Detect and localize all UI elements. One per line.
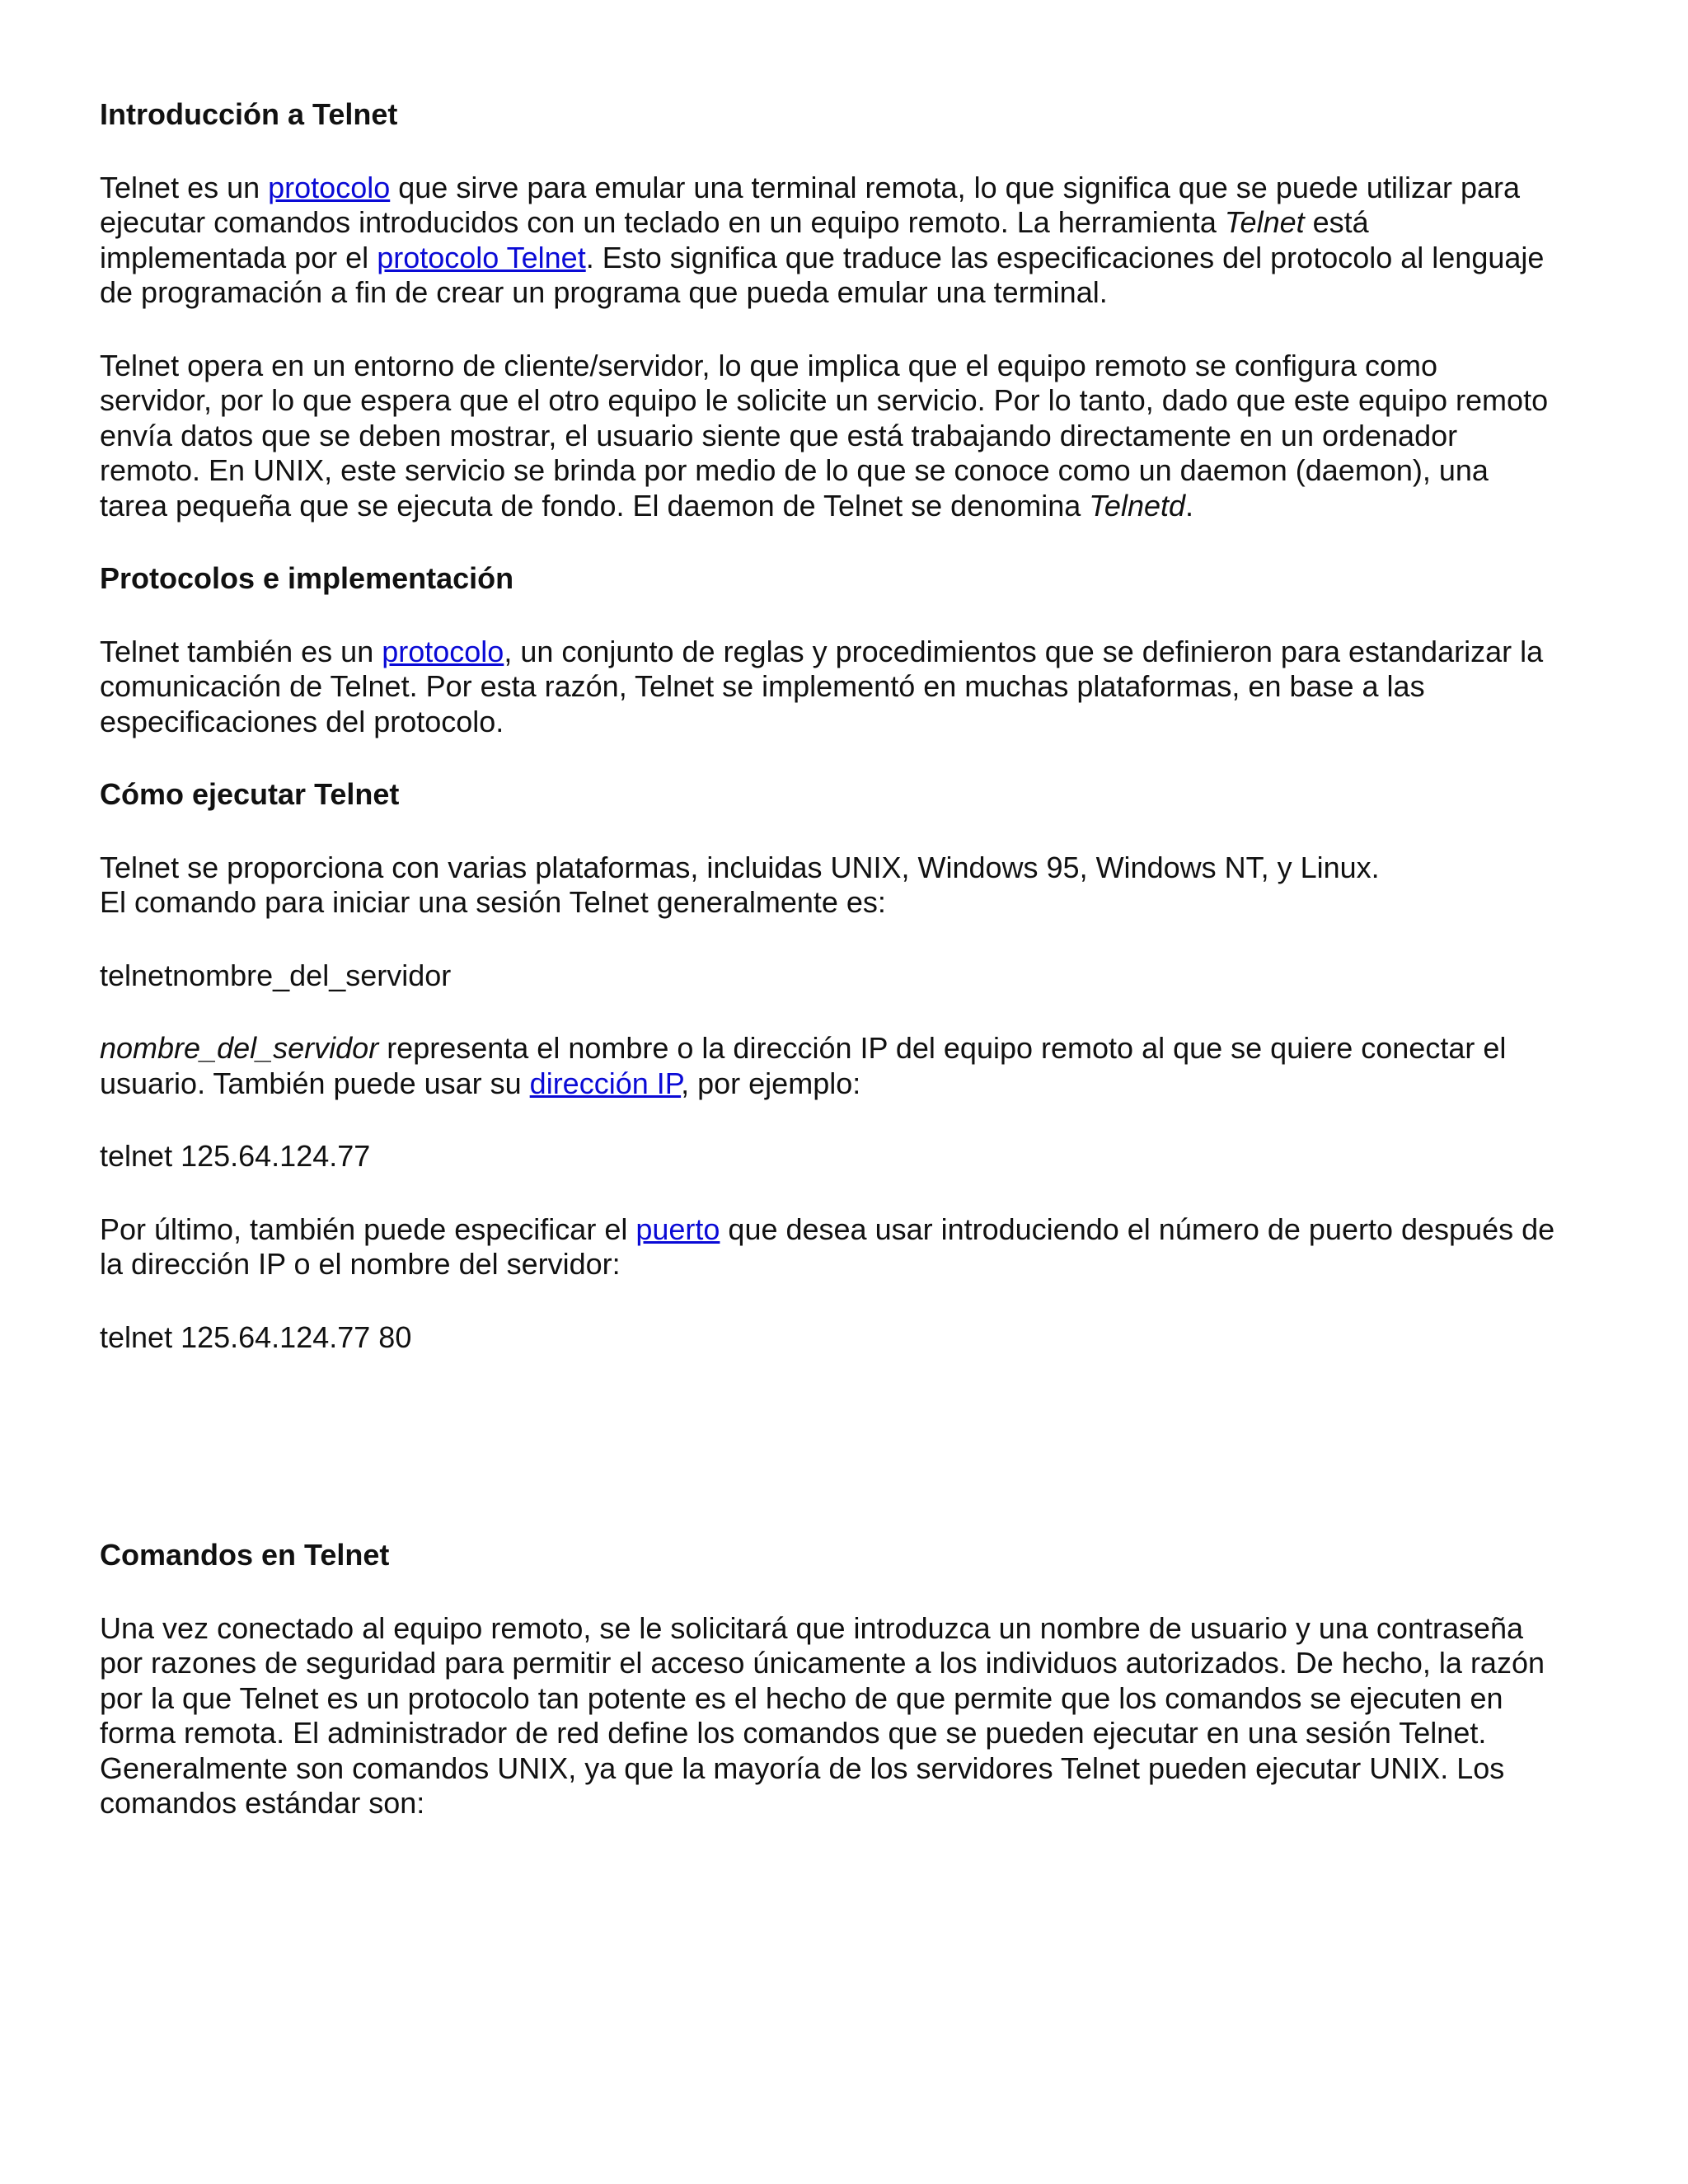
paragraph-intro-2	[100, 349, 1600, 524]
text-line: usuario. También puede usar su dirección IP, por ejemplo:	[100, 1066, 861, 1100]
text-line: Telnet se proporciona con varias plataformas, incluidas UNIX, Windows 95, Windows NT, y Linux.	[100, 850, 1380, 884]
command-example-3: telnet 125.64.124.77 80	[100, 1319, 412, 1354]
command-example-2: telnet 125.64.124.77	[100, 1139, 371, 1173]
paragraph-run-3	[100, 1212, 1600, 1282]
emphasis-server-name: nombre_del_servidor	[100, 1031, 379, 1065]
document-content	[100, 97, 1600, 1821]
text-line: El comando para iniciar una sesión Telnet generalmente es:	[100, 885, 886, 919]
emphasis-telnet: Telnet	[1224, 205, 1305, 239]
text-line: especificaciones del protocolo.	[100, 704, 504, 738]
text-line: nombre_del_servidor representa el nombre o la dirección IP del equipo remoto al que se quiere conectar el	[100, 1031, 1507, 1065]
text-line: Por último, también puede especificar el puerto que desea usar introduciendo el número de puerto después de	[100, 1212, 1555, 1246]
heading-run: Cómo ejecutar Telnet	[100, 777, 400, 811]
link-direccion-ip[interactable]: dirección IP	[529, 1066, 682, 1100]
text-line: remoto. En UNIX, este servicio se brinda por medio de lo que se conoce como un daemon (daemon), una	[100, 453, 1489, 487]
text-line: Telnet es un protocolo que sirve para emular una terminal remota, lo que significa que se puede utilizar para	[100, 170, 1521, 204]
text-line: implementada por el protocolo Telnet. Esto significa que traduce las especificaciones del protocolo al lenguaje	[100, 240, 1545, 274]
text-line: comandos estándar son:	[100, 1786, 425, 1820]
link-protocolo-2[interactable]: protocolo	[382, 634, 504, 668]
text-line: por la que Telnet es un protocolo tan potente es el hecho de que permite que los comandos se ejecuten en	[100, 1680, 1503, 1715]
text-line: Telnet opera en un entorno de cliente/servidor, lo que implica que el equipo remoto se configura como	[100, 348, 1438, 382]
command-example-1: telnetnombre_del_servidor	[100, 958, 452, 992]
text-line: ejecutar comandos introducidos con un teclado en un equipo remoto. La herramienta Telnet está	[100, 205, 1369, 239]
text-line: la dirección IP o el nombre del servidor:	[100, 1247, 621, 1281]
emphasis-telnetd: Telnetd	[1089, 488, 1186, 523]
text-line: forma remota. El administrador de red define los comandos que se pueden ejecutar en una sesión Telnet.	[100, 1716, 1487, 1750]
link-protocolo[interactable]: protocolo	[268, 170, 391, 204]
heading-protocols: Protocolos e implementación	[100, 561, 514, 595]
text-line: Telnet también es un protocolo, un conjunto de reglas y procedimientos que se definieron para estandarizar la	[100, 634, 1544, 668]
text-line: servidor, por lo que espera que el otro equipo le solicite un servicio. Por lo tanto, dado que este equipo remoto	[100, 383, 1549, 417]
text-line: envía datos que se deben mostrar, el usuario siente que está trabajando directamente en un ordenador	[100, 418, 1458, 452]
heading-commands: Comandos en Telnet	[100, 1538, 390, 1572]
paragraph-run-1	[100, 851, 1600, 921]
paragraph-protocols-1	[100, 635, 1600, 740]
heading-intro: Introducción a Telnet	[100, 97, 398, 131]
text-line: de programación a fin de crear un programa que pueda emular una terminal.	[100, 275, 1108, 309]
text-line: por razones de seguridad para permitir el acceso únicamente a los individuos autorizados. De hecho, la razón	[100, 1646, 1545, 1680]
paragraph-intro-1	[100, 171, 1600, 311]
link-protocolo-telnet[interactable]: protocolo Telnet	[377, 240, 586, 274]
text-line: tarea pequeña que se ejecuta de fondo. El daemon de Telnet se denomina Telnetd.	[100, 488, 1194, 523]
link-puerto[interactable]: puerto	[635, 1212, 720, 1246]
paragraph-run-2	[100, 1031, 1600, 1101]
paragraph-commands-1	[100, 1611, 1600, 1821]
text-line: Una vez conectado al equipo remoto, se le solicitará que introduzca un nombre de usuario y una contraseña	[100, 1610, 1524, 1645]
text-line: Generalmente son comandos UNIX, ya que la mayoría de los servidores Telnet pueden ejecutar UNIX. Los	[100, 1750, 1505, 1785]
text-line: comunicación de Telnet. Por esta razón, Telnet se implementó en muchas plataformas, en base a las	[100, 669, 1425, 703]
